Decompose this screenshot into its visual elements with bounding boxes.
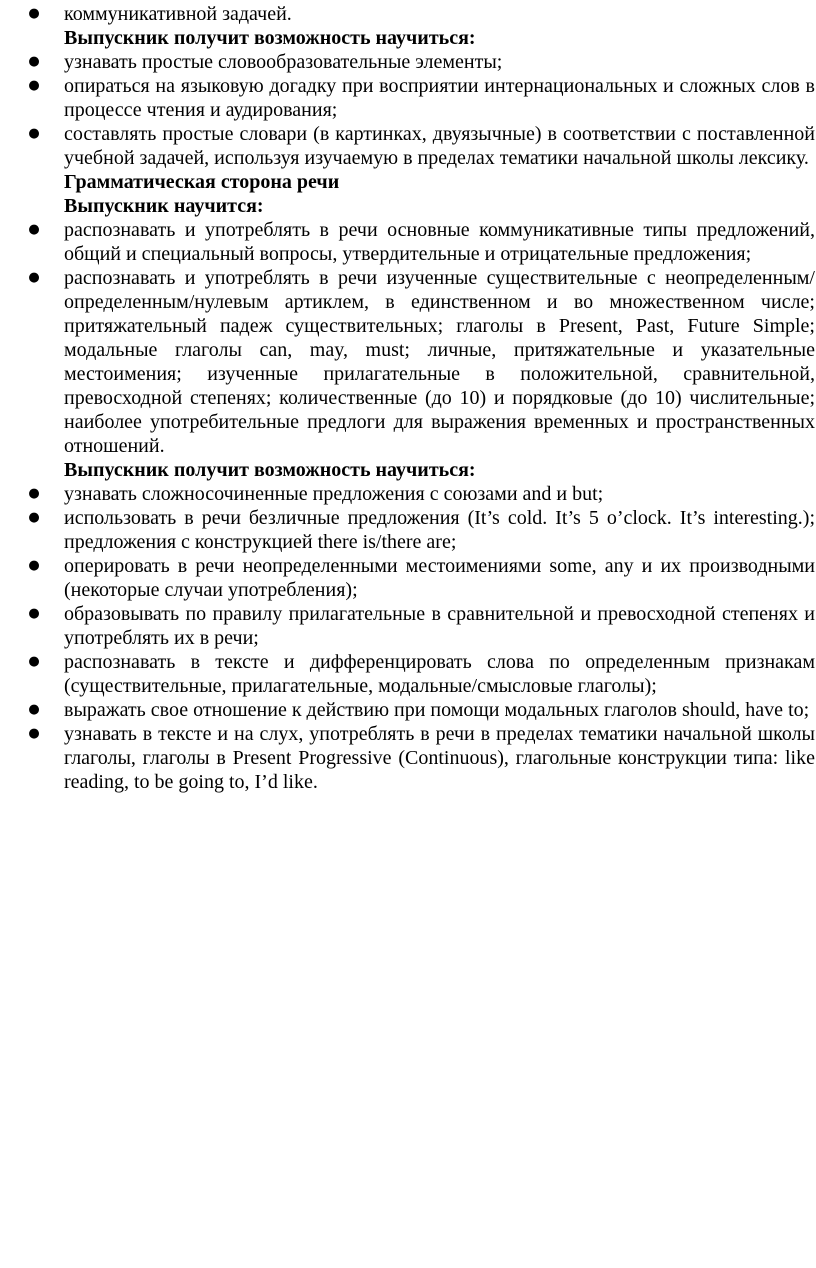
section-subheading: Выпускник получит возможность научиться: (64, 459, 476, 481)
section-heading: Грамматическая сторона речи (64, 171, 340, 193)
list-item (0, 554, 816, 602)
list-item-text: узнавать в тексте и на слух, употреблять в речи в пределах тематики начальной школы глаголы, глаголы в Present Progressive (Continuous), глагольные конструкции типа: like reading, to be going to, I’d like. (64, 723, 815, 793)
list-item-text: коммуникативной задачей. (64, 3, 292, 25)
list-item (0, 506, 816, 554)
bullet-icon: ● (28, 270, 40, 285)
bullet-icon: ● (28, 126, 40, 141)
list-item (0, 650, 816, 698)
section-subheading: Выпускник научится: (64, 195, 264, 217)
list-item-text: распознавать и употреблять в речи изученные существительные с неопределенным/определенным/нулевым артиклем, в единственном и во множественном числе; притяжательный падеж существительных; глаголы в Present, Past, Future Simple; модальные глаголы can, may, must; личные, притяжательные и указательные местоимения; изученные прилагательные в положительной, сравнительной, превосходной степенях; количественные (до 10) и порядковые (до 10) числительные; наиболее употребительные предлоги для выражения временных и пространственных отношений. (64, 267, 815, 457)
list-item-text: образовывать по правилу прилагательные в сравнительной и превосходной степенях и употреблять их в речи; (64, 603, 815, 649)
bullet-icon: ● (28, 222, 40, 237)
list-item (0, 602, 816, 650)
bullet-icon: ● (28, 6, 40, 21)
list-item-text: выражать свое отношение к действию при помощи модальных глаголов should, have to; (64, 699, 810, 721)
list-item-text: узнавать простые словообразовательные элементы; (64, 51, 503, 73)
list-item-text: распознавать и употреблять в речи основные коммуникативные типы предложений, общий и специальный вопросы, утвердительные и отрицательные предложения; (64, 219, 815, 265)
list-item (0, 482, 816, 506)
list-item-text: распознавать в тексте и дифференцировать слова по определенным признакам (существительные, прилагательные, модальные/смысловые глаголы); (64, 651, 815, 697)
list-item (0, 266, 816, 458)
list-item (0, 722, 816, 794)
bullet-icon: ● (28, 78, 40, 93)
list-item (0, 698, 816, 722)
list-item-text: составлять простые словари (в картинках, двуязычные) в соответствии с поставленной учебной задачей, используя изучаемую в пределах тематики начальной школы лексику. (64, 123, 815, 169)
section-subheading: Выпускник получит возможность научиться: (64, 27, 476, 49)
list-item-text: использовать в речи безличные предложения (It’s cold. It’s 5 o’clock. It’s interesting.); предложения с конструкцией there is/there are; (64, 507, 815, 553)
list-item (0, 50, 816, 74)
list-item (0, 2, 816, 26)
bullet-icon: ● (28, 54, 40, 69)
bullet-icon: ● (28, 558, 40, 573)
bullet-icon: ● (28, 606, 40, 621)
bullet-icon: ● (28, 510, 40, 525)
list-item (0, 122, 816, 170)
list-item-text: оперировать в речи неопределенными местоимениями some, any и их производными (некоторые случаи употребления); (64, 555, 815, 601)
list-item-text: узнавать сложносочиненные предложения с союзами and и but; (64, 483, 604, 505)
bullet-icon: ● (28, 702, 40, 717)
list-item-text: опираться на языковую догадку при восприятии интернациональных и сложных слов в процессе чтения и аудирования; (64, 75, 815, 121)
list-item (0, 74, 816, 122)
list-item (0, 218, 816, 266)
bullet-icon: ● (28, 486, 40, 501)
bullet-icon: ● (28, 726, 40, 741)
bullet-icon: ● (28, 654, 40, 669)
